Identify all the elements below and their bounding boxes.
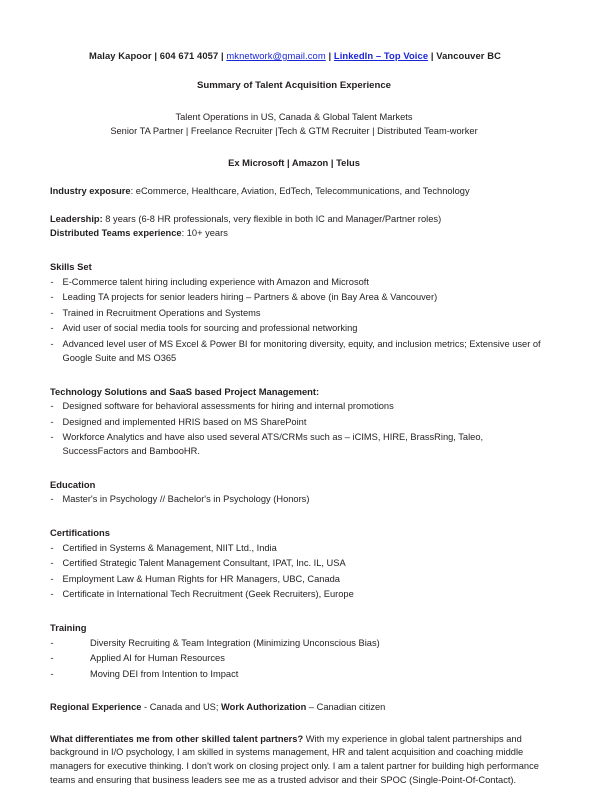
- education-list: [50, 493, 546, 507]
- industry-exposure-value: : eCommerce, Healthcare, Aviation, EdTech, Telecommunications, and Technology: [130, 185, 470, 196]
- work-authorization-label: Work Authorization: [221, 701, 307, 712]
- list-item: - Moving DEI from Intention to Impact: [50, 668, 546, 682]
- separator: |: [151, 50, 160, 61]
- section-heading-skills: Skills Set: [50, 261, 92, 273]
- distributed-teams-label: Distributed Teams experience: [50, 228, 182, 239]
- email-link[interactable]: mknetwork@gmail.com: [226, 50, 326, 61]
- distributed-teams-value: : 10+ years: [181, 228, 228, 239]
- distributed-teams-line: [50, 227, 546, 241]
- industry-exposure-label: Industry exposure: [50, 185, 131, 196]
- document-body: [50, 49, 546, 788]
- list-item: - Certified Strategic Talent Management Consultant, IPAT, Inc. IL, USA: [50, 557, 546, 571]
- regional-experience-value: - Canada and US;: [141, 701, 222, 712]
- industry-exposure-line: [50, 185, 546, 199]
- closing-body: With my experience in global talent partnerships and background in I/O psychology, I am skilled in systems management, HR and talent acquisition and coaching middle managers for executive thinking. I don't work on closing project only. I am a talent partner for building high performance teams and ensuring that business leaders see me as a trusted advisor and their SPOC (Single-Point-Of-Contact).: [50, 733, 539, 786]
- closing-question: What differentiates me from other skilled talent partners?: [50, 733, 304, 744]
- page-title: Summary of Talent Acquisition Experience: [196, 79, 392, 91]
- section-heading-education: Education: [50, 478, 96, 490]
- list-item: - Advanced level user of MS Excel & Power BI for monitoring diversity, equity, and inclusion metrics; Extensive user of Google Suite and MS O365: [50, 338, 546, 366]
- list-item: - Avid user of social media tools for sourcing and professional networking: [50, 322, 546, 336]
- list-item: - Trained in Recruitment Operations and Systems: [50, 307, 546, 321]
- list-item: - Master's in Psychology // Bachelor's in Psychology (Honors): [50, 493, 546, 507]
- regional-experience-label: Regional Experience: [50, 701, 142, 712]
- section-heading-training: Training: [50, 622, 87, 634]
- section-heading-technology-label: Technology Solutions and SaaS based Project Management: [50, 385, 317, 397]
- list-item: - Designed and implemented HRIS based on MS SharePoint: [50, 416, 546, 430]
- list-item: - Designed software for behavioral assessments for hiring and internal promotions: [50, 400, 546, 414]
- list-item: - Diversity Recruiting & Team Integration (Minimizing Unconscious Bias): [50, 637, 546, 651]
- ex-companies-line: Ex Microsoft | Amazon | Telus: [228, 156, 360, 168]
- work-authorization-value: – Canadian citizen: [306, 701, 386, 712]
- location-text: Vancouver BC: [436, 50, 501, 61]
- leadership-value: 8 years (6-8 HR professionals, very flexible in both IC and Manager/Partner roles): [102, 214, 442, 225]
- closing-paragraph: [50, 733, 546, 789]
- candidate-name: Malay Kapoor: [89, 50, 152, 61]
- certifications-list: [50, 542, 546, 602]
- regional-experience-line: [50, 701, 546, 715]
- leadership-label: Leadership:: [50, 214, 103, 225]
- training-list: [50, 637, 546, 682]
- list-item: - Workforce Analytics and have also used several ATS/CRMs such as – iCIMS, HIRE, BrassRing, Taleo, SuccessFactors and BambooHR.: [50, 431, 546, 459]
- subtitle-roles: Senior TA Partner | Freelance Recruiter |Tech & GTM Recruiter | Distributed Team-worker: [110, 125, 478, 136]
- section-heading-technology: [50, 385, 546, 399]
- technology-list: [50, 400, 546, 459]
- separator: |: [325, 50, 334, 61]
- leadership-line: [50, 213, 546, 227]
- list-item: - Certified in Systems & Management, NIIT Ltd., India: [50, 542, 546, 556]
- linkedin-link[interactable]: LinkedIn – Top Voice: [333, 50, 429, 61]
- separator: |: [428, 50, 437, 61]
- subtitle-markets: Talent Operations in US, Canada & Global Talent Markets: [175, 111, 413, 122]
- contact-header: [44, 49, 546, 63]
- list-item: - E-Commerce talent hiring including experience with Amazon and Microsoft: [50, 276, 546, 290]
- section-heading-technology-suffix: :: [316, 385, 320, 397]
- phone-number: 604 671 4057: [159, 50, 219, 61]
- list-item: - Employment Law & Human Rights for HR Managers, UBC, Canada: [50, 573, 546, 587]
- separator: |: [218, 50, 227, 61]
- list-item: - Leading TA projects for senior leaders hiring – Partners & above (in Bay Area & Vancouver): [50, 291, 546, 305]
- list-item: - Applied AI for Human Resources: [50, 652, 546, 666]
- section-heading-certifications: Certifications: [50, 527, 110, 539]
- skills-list: [50, 276, 546, 366]
- list-item: - Certificate in International Tech Recruitment (Geek Recruiters), Europe: [50, 588, 546, 602]
